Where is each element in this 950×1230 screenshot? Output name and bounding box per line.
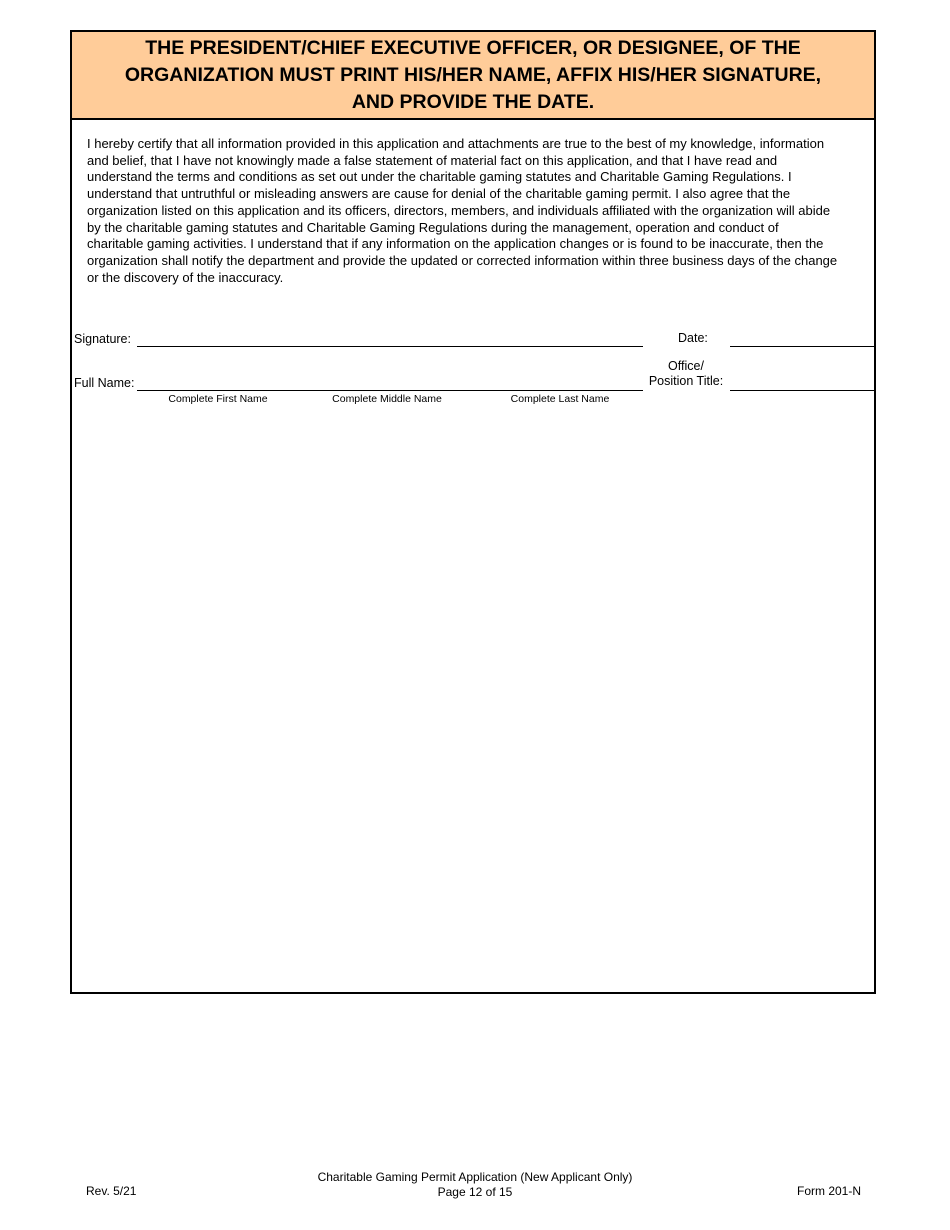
signature-form-box <box>70 30 876 994</box>
full-name-field[interactable] <box>137 390 643 391</box>
instruction-heading <box>119 35 827 116</box>
form-number: Form 201-N <box>797 1184 862 1198</box>
office-title-label <box>642 359 730 389</box>
signature-label: Signature: <box>74 332 131 346</box>
signature-field[interactable] <box>137 346 643 347</box>
certification-line-9: or the discovery of the inaccuracy. <box>87 269 284 285</box>
last-name-caption: Complete Last Name <box>510 393 610 405</box>
certification-line-4: understand that untruthful or misleading answers are cause for denial of the charitable gaming permit. I also agree that the <box>87 186 791 202</box>
instruction-banner <box>72 32 874 120</box>
footer-form-title: Charitable Gaming Permit Application (New Applicant Only) <box>317 1170 633 1184</box>
office-title-label-line-1: Office/ <box>668 359 704 373</box>
date-label: Date: <box>678 331 708 345</box>
office-title-field[interactable] <box>730 390 876 391</box>
footer-title-block <box>275 1170 675 1200</box>
revision-date: Rev. 5/21 <box>86 1184 137 1198</box>
instruction-heading-line-3: AND PROVIDE THE DATE. <box>351 90 595 113</box>
office-title-label-line-2: Position Title: <box>648 374 724 388</box>
certification-line-2: and belief, that I have not knowingly made a false statement of material fact on this application, and that I have read and <box>87 152 778 168</box>
first-name-caption: Complete First Name <box>168 393 268 405</box>
full-name-label: Full Name: <box>74 376 135 390</box>
instruction-heading-line-1: THE PRESIDENT/CHIEF EXECUTIVE OFFICER, OR DESIGNEE, OF THE <box>145 36 801 59</box>
certification-line-8: organization shall notify the department and provide the updated or corrected information within three business days of the change <box>87 252 838 268</box>
certification-line-1: I hereby certify that all information provided in this application and attachments are true to the best of my knowledge, information <box>87 136 825 151</box>
footer-page-number: Page 12 of 15 <box>437 1185 513 1199</box>
certification-line-7: charitable gaming activities. I understand that if any information on the application changes or is found to be inaccurate, then the <box>87 236 824 252</box>
middle-name-caption: Complete Middle Name <box>332 393 442 405</box>
certification-line-6: by the charitable gaming statutes and Charitable Gaming Regulations during the management, operation and conduct of <box>87 219 779 235</box>
certification-statement <box>87 136 877 286</box>
certification-line-5: organization listed on this application and its officers, directors, members, and individuals affiliated with the organization will abide <box>87 202 831 218</box>
date-field[interactable] <box>730 346 876 347</box>
certification-line-3: understand the terms and conditions as set out under the charitable gaming statutes and Charitable Gaming Regulations. I <box>87 169 792 185</box>
instruction-heading-line-2: ORGANIZATION MUST PRINT HIS/HER NAME, AFFIX HIS/HER SIGNATURE, <box>124 63 822 86</box>
